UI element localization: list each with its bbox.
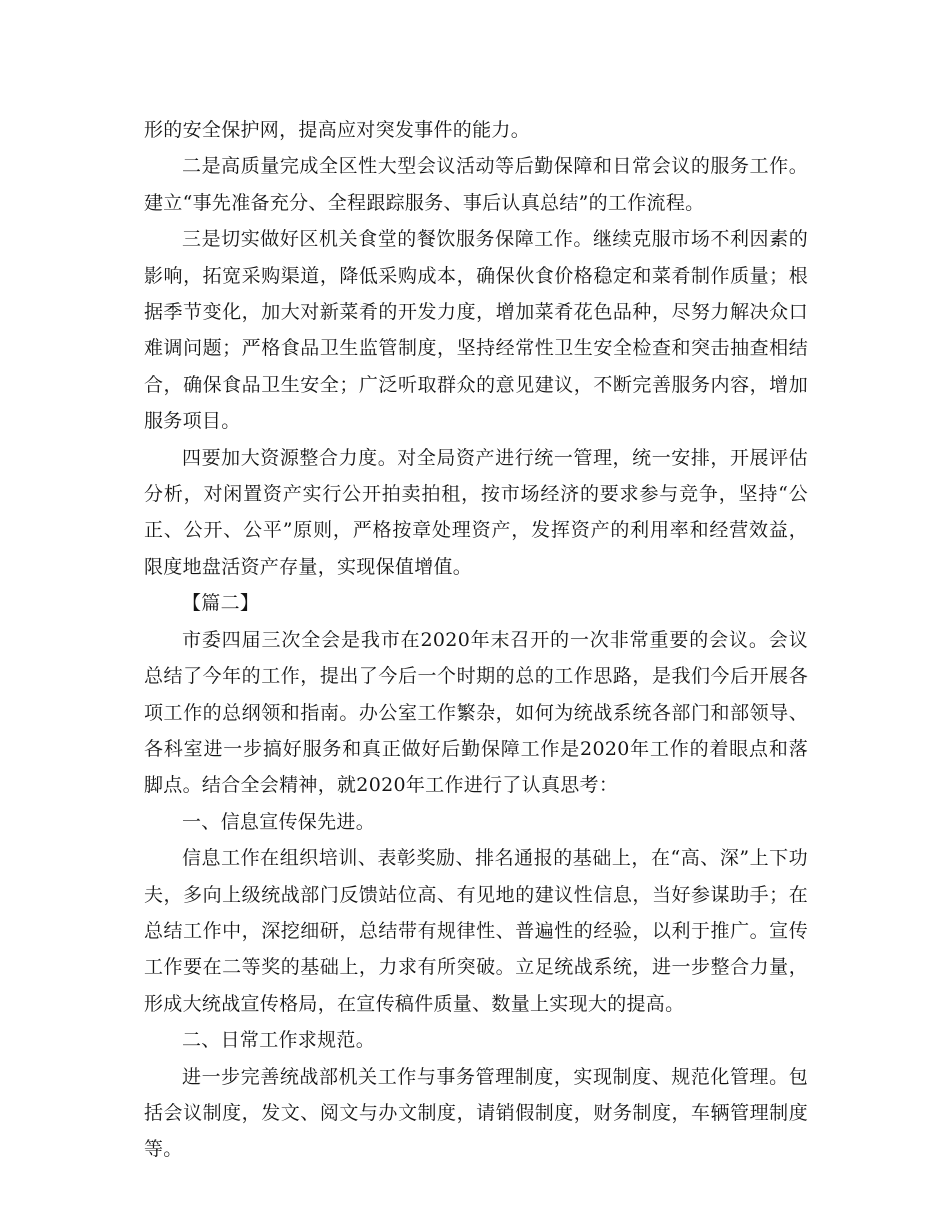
document-body (144, 112, 808, 1168)
paragraph-item-three: 三是切实做好区机关食堂的餐饮服务保障工作。继续克服市场不利因素的影响，拓宽采购渠道，降低采购成本，确保伙食价格稳定和菜肴制作质量；根据季节变化，加大对新菜肴的开发力度，增加菜肴花色品种，尽努力解决众口难调问题；严格食品卫生监管制度，坚持经常性卫生安全检查和突击抽查相结合，确保食品卫生安全；广泛听取群众的意见建议，不断完善服务内容，增加服务项目。 (144, 228, 808, 433)
paragraph-information: 信息工作在组织培训、表彰奖励、排名通报的基础上，在“高、深”上下功夫，多向上级统战部门反馈站位高、有见地的建议性信息，当好参谋助手；在总结工作中，深挖细研，总结带有规律性、普遍性的经验，以利于推广。宣传工作要在二等奖的基础上，力求有所突破。立足统战系统，进一步整合力量，形成大统战宣传格局，在宣传稿件质量、数量上实现大的提高。 (144, 847, 808, 1015)
paragraph-item-four: 四要加大资源整合力度。对全局资产进行统一管理，统一安排，开展评估分析，对闲置资产实行公开拍卖拍租，按市场经济的要求参与竞争，坚持“公正、公开、公平”原则，严格按章处理资产，发挥资产的利用率和经营效益，限度地盘活资产存量，实现保值增值。 (144, 446, 808, 578)
paragraph-item-two: 二是高质量完成全区性大型会议活动等后勤保障和日常会议的服务工作。建立“事先准备充分、全程跟踪服务、事后认真总结”的工作流程。 (144, 155, 808, 214)
subheading-information: 一、信息宣传保先进。 (182, 810, 376, 833)
section-heading-part-two: 【篇二】 (182, 592, 260, 615)
paragraph-intro: 市委四届三次全会是我市在2020年末召开的一次非常重要的会议。会议总结了今年的工作，提出了今后一个时期的总的工作思路，是我们今后开展各项工作的总纲领和指南。办公室工作繁杂，如何为统战系统各部门和部领导、各科室进一步搞好服务和真正做好后勤保障工作是2020年工作的着眼点和落脚点。结合全会精神，就2020年工作进行了认真思考： (144, 628, 808, 797)
paragraph-daily-work: 进一步完善统战部机关工作与事务管理制度，实现制度、规范化管理。包括会议制度，发文、阅文与办文制度，请销假制度，财务制度，车辆管理制度等。 (144, 1065, 808, 1161)
paragraph-continuation: 形的安全保护网，提高应对突发事件的能力。 (144, 119, 531, 141)
subheading-daily-work: 二、日常工作求规范。 (182, 1029, 376, 1052)
